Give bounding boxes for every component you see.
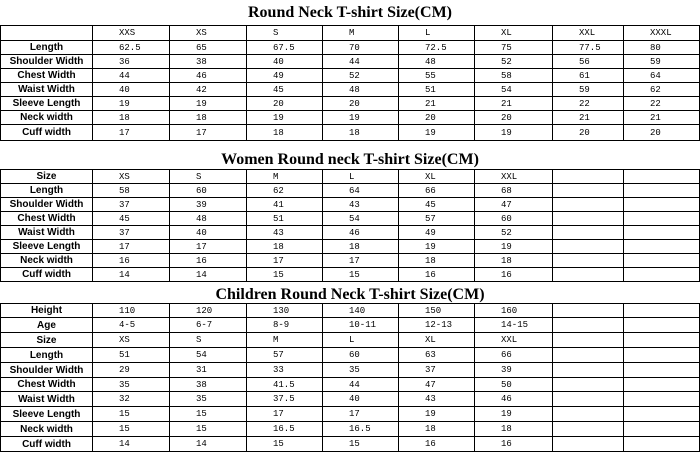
table-row — [1, 41, 700, 55]
table-cell: 37.5 — [247, 392, 323, 407]
table-cell: 35 — [93, 378, 170, 392]
table-cell: 19 — [247, 111, 323, 125]
table-cell: 52 — [475, 226, 553, 240]
table-row — [1, 226, 700, 240]
table-cell: 48 — [323, 83, 399, 97]
table-cell: 51 — [93, 348, 170, 363]
table-cell — [624, 226, 700, 240]
table-cell: 44 — [323, 378, 399, 392]
table-cell: 58 — [93, 184, 170, 198]
table-cell: 17 — [170, 240, 247, 254]
row-label: Cuff width — [1, 437, 93, 452]
table-cell: 54 — [170, 348, 247, 363]
table-cell: 41 — [247, 198, 323, 212]
table-cell: 46 — [323, 226, 399, 240]
table-cell: 43 — [323, 198, 399, 212]
table-cell: 18 — [170, 111, 247, 125]
table-row — [1, 378, 700, 392]
row-label: Sleeve Length — [1, 407, 93, 422]
table-cell: 64 — [323, 184, 399, 198]
table-cell: 18 — [247, 125, 323, 141]
table-cell: 75 — [475, 41, 553, 55]
table-cell: 44 — [93, 69, 170, 83]
table-cell: 16.5 — [247, 422, 323, 437]
table-cell: 4-5 — [93, 318, 170, 333]
table-cell — [624, 254, 700, 268]
table-row — [1, 437, 700, 452]
table-cell: 39 — [170, 198, 247, 212]
table-cell: 58 — [475, 69, 553, 83]
table-cell: 45 — [93, 212, 170, 226]
table-cell: 60 — [170, 184, 247, 198]
table-cell: 20 — [247, 97, 323, 111]
table-cell: 40 — [247, 55, 323, 69]
table-row — [1, 348, 700, 363]
children-size-table — [0, 303, 700, 452]
table-cell: 66 — [475, 348, 553, 363]
row-label: Size — [1, 333, 93, 348]
table-cell — [553, 198, 624, 212]
table-cell: 35 — [323, 363, 399, 378]
table-cell: 32 — [93, 392, 170, 407]
column-header: XXXL — [624, 26, 700, 41]
table-cell: 150 — [399, 304, 475, 318]
table-cell: 15 — [247, 437, 323, 452]
column-header: XXL — [475, 170, 553, 184]
table-cell: 19 — [399, 240, 475, 254]
table-row — [1, 55, 700, 69]
row-label: Cuff width — [1, 268, 93, 282]
table-cell: 18 — [323, 125, 399, 141]
table-cell: 16 — [399, 437, 475, 452]
table-cell: 15 — [170, 407, 247, 422]
table-cell: 21 — [399, 97, 475, 111]
column-header — [553, 170, 624, 184]
table-cell: 19 — [399, 407, 475, 422]
table-cell: 17 — [323, 407, 399, 422]
table-cell: 12-13 — [399, 318, 475, 333]
table-cell — [553, 363, 624, 378]
table-cell: XXL — [475, 333, 553, 348]
table-cell: 46 — [170, 69, 247, 83]
table-cell: 70 — [323, 41, 399, 55]
column-header: XL — [475, 26, 553, 41]
table-cell: 61 — [553, 69, 624, 83]
table-cell: 56 — [553, 55, 624, 69]
table-cell: 40 — [170, 226, 247, 240]
row-label: Shoulder Width — [1, 198, 93, 212]
row-label: Shoulder Width — [1, 55, 93, 69]
column-header: L — [323, 170, 399, 184]
table-cell — [624, 318, 700, 333]
table-cell — [553, 333, 624, 348]
table-cell — [553, 378, 624, 392]
table-cell: 14-15 — [475, 318, 553, 333]
table-cell — [624, 212, 700, 226]
row-label: Chest Width — [1, 212, 93, 226]
table-cell: 15 — [170, 422, 247, 437]
table-cell: 41.5 — [247, 378, 323, 392]
table-cell: 47 — [475, 198, 553, 212]
table-cell: 22 — [624, 97, 700, 111]
table-row — [1, 392, 700, 407]
table-cell: 19 — [323, 111, 399, 125]
table-cell: 52 — [323, 69, 399, 83]
table-cell: 62 — [624, 83, 700, 97]
table-cell: 17 — [93, 240, 170, 254]
table-cell: 49 — [399, 226, 475, 240]
row-label: Waist Width — [1, 83, 93, 97]
table-cell: 16 — [475, 268, 553, 282]
table-cell: 17 — [93, 125, 170, 141]
table-cell: XS — [93, 333, 170, 348]
table-cell: S — [170, 333, 247, 348]
table-cell: 18 — [475, 422, 553, 437]
table-cell: 15 — [247, 268, 323, 282]
table-cell — [624, 392, 700, 407]
table-cell: 62.5 — [93, 41, 170, 55]
table-cell: 140 — [323, 304, 399, 318]
row-label: Sleeve Length — [1, 240, 93, 254]
row-label: Neck width — [1, 111, 93, 125]
table-cell: 59 — [553, 83, 624, 97]
table-cell: 21 — [475, 97, 553, 111]
table-cell: 19 — [475, 125, 553, 141]
table-cell: 19 — [399, 125, 475, 141]
table-cell: 16 — [399, 268, 475, 282]
table-cell: 42 — [170, 83, 247, 97]
table-cell: 51 — [399, 83, 475, 97]
table-cell: 17 — [247, 407, 323, 422]
row-label: Waist Width — [1, 226, 93, 240]
table-cell: 18 — [399, 254, 475, 268]
table-cell: 45 — [247, 83, 323, 97]
table-cell: 67.5 — [247, 41, 323, 55]
table-cell: 40 — [93, 83, 170, 97]
table-cell: 130 — [247, 304, 323, 318]
women-table-title: Women Round neck T-shirt Size(CM) — [221, 151, 479, 168]
table-cell — [553, 318, 624, 333]
table-cell: 16.5 — [323, 422, 399, 437]
table-cell — [553, 212, 624, 226]
table-cell: 43 — [247, 226, 323, 240]
table-cell: 66 — [399, 184, 475, 198]
table-cell: 21 — [553, 111, 624, 125]
column-header: M — [247, 170, 323, 184]
table-cell: 80 — [624, 41, 700, 55]
column-header — [624, 170, 700, 184]
row-label: Neck width — [1, 422, 93, 437]
table-cell — [553, 304, 624, 318]
table-cell — [624, 198, 700, 212]
table-cell: 6-7 — [170, 318, 247, 333]
table-cell — [624, 378, 700, 392]
table-row — [1, 212, 700, 226]
table-cell: 37 — [93, 198, 170, 212]
table-cell: 48 — [170, 212, 247, 226]
table-cell: 44 — [323, 55, 399, 69]
table-cell: XL — [399, 333, 475, 348]
column-header: XL — [399, 170, 475, 184]
table-row — [1, 111, 700, 125]
table-cell: 64 — [624, 69, 700, 83]
column-header-size: Size — [1, 170, 93, 184]
table-cell: 15 — [323, 268, 399, 282]
table-cell: 77.5 — [553, 41, 624, 55]
table-cell: 16 — [475, 437, 553, 452]
table-cell — [553, 392, 624, 407]
table-cell — [624, 304, 700, 318]
table-cell: 57 — [247, 348, 323, 363]
table-cell — [553, 184, 624, 198]
row-label: Chest Width — [1, 69, 93, 83]
column-header-size — [1, 26, 93, 41]
header-row — [1, 26, 700, 41]
table-cell: 120 — [170, 304, 247, 318]
table-cell — [624, 422, 700, 437]
row-label: Waist Width — [1, 392, 93, 407]
table-cell: 14 — [93, 437, 170, 452]
table-row — [1, 184, 700, 198]
table-cell: 37 — [399, 363, 475, 378]
row-label: Chest Width — [1, 378, 93, 392]
row-label: Sleeve Length — [1, 97, 93, 111]
table-cell: 54 — [475, 83, 553, 97]
table-cell — [624, 363, 700, 378]
table-cell — [553, 437, 624, 452]
table-cell: 52 — [475, 55, 553, 69]
table-cell: 22 — [553, 97, 624, 111]
table-cell: 16 — [93, 254, 170, 268]
row-label: Length — [1, 41, 93, 55]
table-cell: 36 — [93, 55, 170, 69]
table-cell: 38 — [170, 378, 247, 392]
row-label: Length — [1, 184, 93, 198]
table-cell: 160 — [475, 304, 553, 318]
table-cell: 68 — [475, 184, 553, 198]
table-cell: 8-9 — [247, 318, 323, 333]
table-row — [1, 254, 700, 268]
table-cell: 14 — [93, 268, 170, 282]
table-cell: 20 — [624, 125, 700, 141]
table-cell: 46 — [475, 392, 553, 407]
table-cell: 59 — [624, 55, 700, 69]
table-cell: 14 — [170, 268, 247, 282]
table-cell: 60 — [475, 212, 553, 226]
column-header: XS — [170, 26, 247, 41]
row-label: Age — [1, 318, 93, 333]
table-cell — [553, 407, 624, 422]
table-cell: 50 — [475, 378, 553, 392]
table-row — [1, 268, 700, 282]
table-row — [1, 240, 700, 254]
table-cell — [624, 437, 700, 452]
table-cell: 20 — [399, 111, 475, 125]
table-cell: 37 — [93, 226, 170, 240]
table-cell: 15 — [323, 437, 399, 452]
table-cell: 21 — [624, 111, 700, 125]
table-cell: 65 — [170, 41, 247, 55]
table-cell: 14 — [170, 437, 247, 452]
table-cell: 38 — [170, 55, 247, 69]
table-cell: 15 — [93, 407, 170, 422]
table-cell — [553, 240, 624, 254]
table-cell: 31 — [170, 363, 247, 378]
table-cell: 110 — [93, 304, 170, 318]
table-cell — [553, 348, 624, 363]
column-header: XS — [93, 170, 170, 184]
table-cell: 19 — [93, 97, 170, 111]
table-row — [1, 333, 700, 348]
table-cell: M — [247, 333, 323, 348]
table-cell: 20 — [323, 97, 399, 111]
column-header: M — [323, 26, 399, 41]
table-cell: 20 — [475, 111, 553, 125]
table-cell: 18 — [93, 111, 170, 125]
table-cell — [624, 240, 700, 254]
table-row — [1, 407, 700, 422]
table-row — [1, 69, 700, 83]
header-row — [1, 170, 700, 184]
table-cell — [624, 333, 700, 348]
table-cell: 48 — [399, 55, 475, 69]
row-label: Shoulder Width — [1, 363, 93, 378]
table-cell: 17 — [170, 125, 247, 141]
column-header: XXS — [93, 26, 170, 41]
table-cell: 19 — [170, 97, 247, 111]
table-row — [1, 198, 700, 212]
column-header: S — [247, 26, 323, 41]
table-row — [1, 422, 700, 437]
table-cell — [624, 184, 700, 198]
table-row — [1, 318, 700, 333]
table-cell: 60 — [323, 348, 399, 363]
table-cell: 19 — [475, 240, 553, 254]
table-cell: 54 — [323, 212, 399, 226]
men-size-table — [0, 25, 700, 141]
table-cell — [553, 226, 624, 240]
table-cell — [624, 268, 700, 282]
table-cell: 33 — [247, 363, 323, 378]
table-cell: 17 — [323, 254, 399, 268]
table-cell: 15 — [93, 422, 170, 437]
table-cell: 47 — [399, 378, 475, 392]
table-cell: 10-11 — [323, 318, 399, 333]
table-row — [1, 304, 700, 318]
table-cell: 51 — [247, 212, 323, 226]
row-label: Cuff width — [1, 125, 93, 141]
table-cell: 43 — [399, 392, 475, 407]
table-cell: 55 — [399, 69, 475, 83]
table-cell — [553, 422, 624, 437]
table-cell — [553, 254, 624, 268]
table-cell: 18 — [247, 240, 323, 254]
table-cell: 40 — [323, 392, 399, 407]
table-row — [1, 97, 700, 111]
table-cell: 57 — [399, 212, 475, 226]
table-cell: 35 — [170, 392, 247, 407]
table-row — [1, 125, 700, 141]
column-header: S — [170, 170, 247, 184]
table-cell: 49 — [247, 69, 323, 83]
table-cell: 39 — [475, 363, 553, 378]
table-cell: 45 — [399, 198, 475, 212]
row-label: Length — [1, 348, 93, 363]
table-cell: 18 — [399, 422, 475, 437]
row-label: Height — [1, 304, 93, 318]
men-table-title: Round Neck T-shirt Size(CM) — [247, 4, 452, 21]
children-table-title: Children Round Neck T-shirt Size(CM) — [215, 286, 485, 303]
table-cell — [553, 268, 624, 282]
table-cell: 63 — [399, 348, 475, 363]
women-size-table — [0, 169, 700, 282]
table-cell: 17 — [247, 254, 323, 268]
table-cell: L — [323, 333, 399, 348]
table-cell: 72.5 — [399, 41, 475, 55]
table-cell: 19 — [475, 407, 553, 422]
table-cell — [624, 407, 700, 422]
table-cell: 16 — [170, 254, 247, 268]
table-cell: 62 — [247, 184, 323, 198]
table-cell: 20 — [553, 125, 624, 141]
table-row — [1, 363, 700, 378]
table-cell: 29 — [93, 363, 170, 378]
row-label: Neck width — [1, 254, 93, 268]
column-header: L — [399, 26, 475, 41]
column-header: XXL — [553, 26, 624, 41]
table-cell — [624, 348, 700, 363]
table-cell: 18 — [323, 240, 399, 254]
table-row — [1, 83, 700, 97]
table-cell: 18 — [475, 254, 553, 268]
